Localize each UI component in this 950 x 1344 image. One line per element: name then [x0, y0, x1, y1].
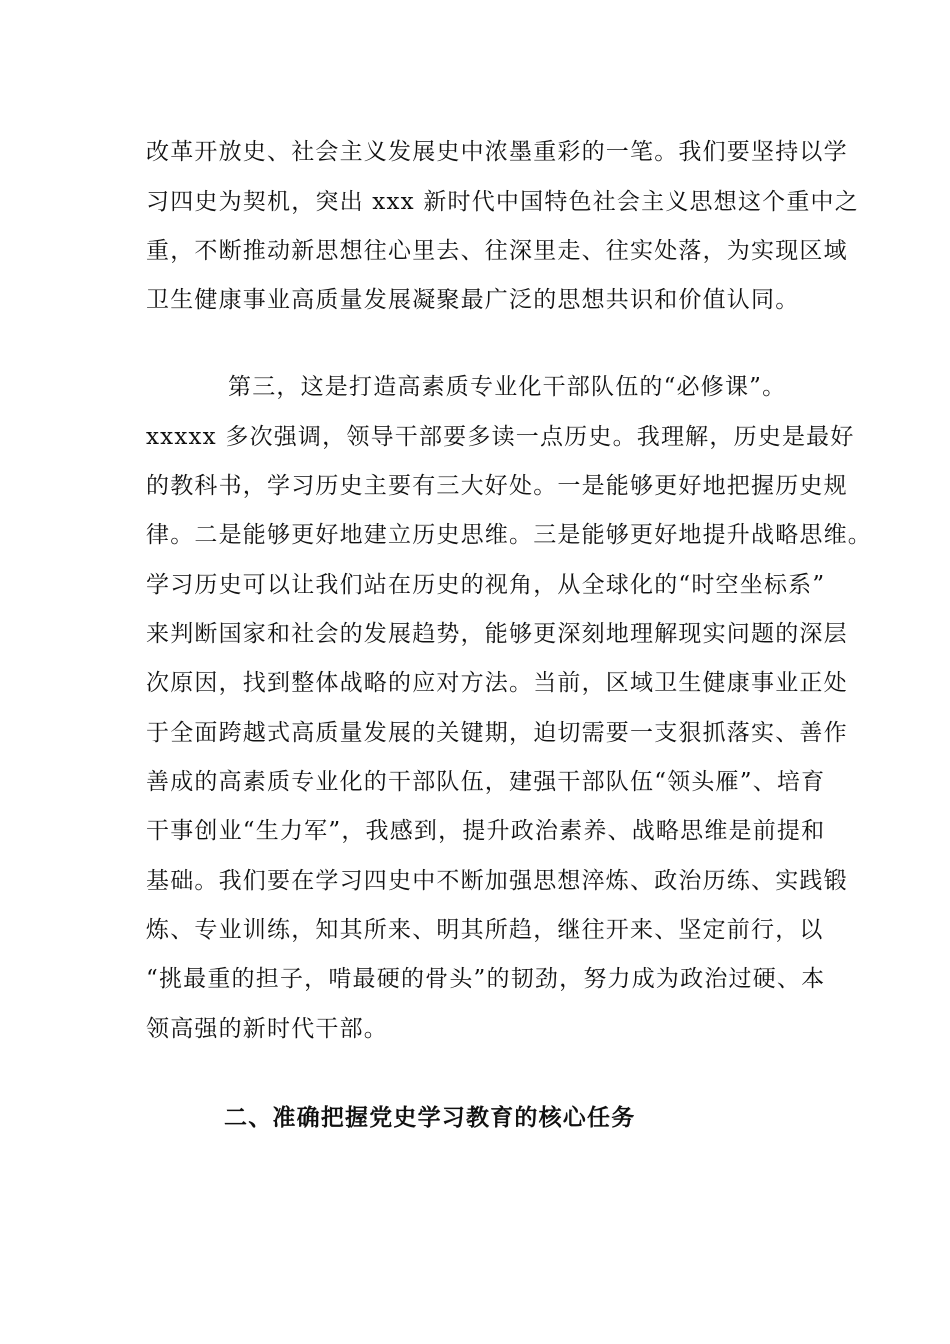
- section-heading: 二、准确把握党史学习教育的核心任务: [224, 1104, 636, 1131]
- text-line: 炼、专业训练，知其所来、明其所趋，继往开来、坚定前行，以: [146, 917, 824, 943]
- text-line: 第三，这是打造高素质专业化干部队伍的“必修课”。: [228, 374, 787, 400]
- text-line: 干事创业“生力军”，我感到，提升政治素养、战略思维是前提和: [146, 818, 826, 844]
- text-line: 习四史为契机，突出 xxx 新时代中国特色社会主义思想这个重中之: [146, 189, 859, 215]
- text-line: 基础。我们要在学习四史中不断加强思想淬炼、政治历练、实践锻: [146, 868, 848, 894]
- text-line: 律。二是能够更好地建立历史思维。三是能够更好地提升战略思维。: [146, 522, 872, 548]
- text-line: 卫生健康事业高质量发展凝聚最广泛的思想共识和价值认同。: [146, 287, 800, 313]
- text-line: 改革开放史、社会主义发展史中浓墨重彩的一笔。我们要坚持以学: [146, 139, 848, 165]
- text-line: 领高强的新时代干部。: [146, 1016, 388, 1042]
- text-line: 善成的高素质专业化的干部队伍，建强干部队伍“领头雁”、培育: [146, 769, 826, 795]
- text-line: “挑最重的担子，啃最硬的骨头”的韧劲，努力成为政治过硬、本: [146, 966, 826, 992]
- text-line: 次原因，找到整体战略的应对方法。当前，区域卫生健康事业正处: [146, 670, 848, 696]
- text-line: 来判断国家和社会的发展趋势，能够更深刻地理解现实问题的深层: [146, 621, 848, 647]
- text-line: 学习历史可以让我们站在历史的视角，从全球化的“时空坐标系”: [146, 572, 826, 598]
- text-line: 重，不断推动新思想往心里去、往深里走、往实处落，为实现区域: [146, 238, 848, 264]
- text-line: 的教科书，学习历史主要有三大好处。一是能够更好地把握历史规: [146, 473, 848, 499]
- text-line: 于全面跨越式高质量发展的关键期，迫切需要一支狠抓落实、善作: [146, 720, 848, 746]
- text-line: xxxxx 多次强调，领导干部要多读一点历史。我理解，历史是最好: [146, 424, 855, 450]
